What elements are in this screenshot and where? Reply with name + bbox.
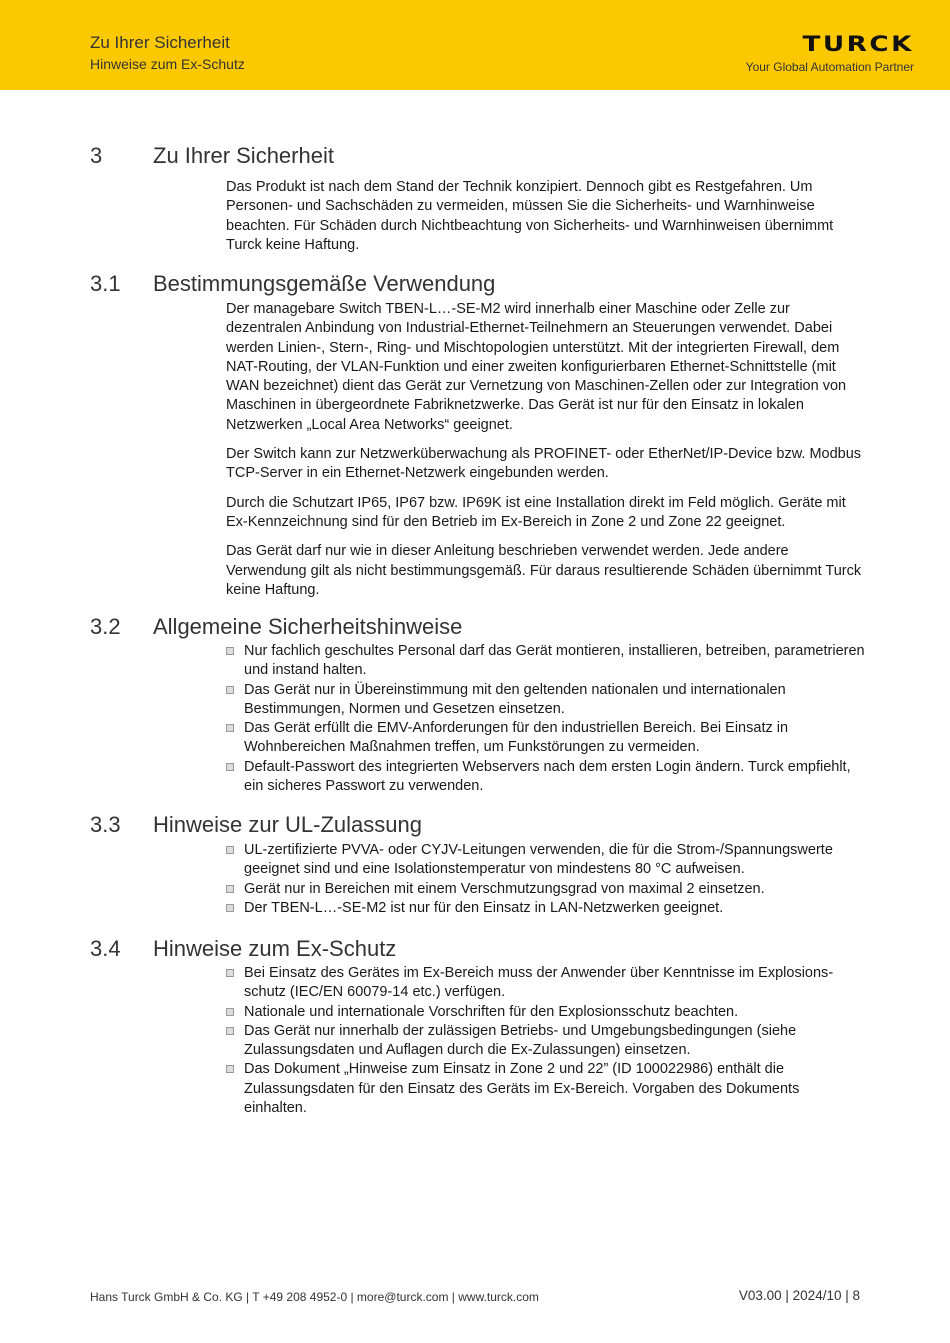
bullet-icon xyxy=(226,969,234,977)
list-item-text: Das Gerät nur innerhalb der zulässigen Betriebs- und Umgebungsbedingungen (siehe Zulassungsdaten und Auflagen durch die Ex-Zulassungen) einsetzen. xyxy=(244,1022,797,1059)
section-title: Hinweise zum Ex-Schutz xyxy=(153,936,397,961)
section-body xyxy=(226,178,866,265)
logo-tagline: Your Global Automation Partner xyxy=(745,60,914,74)
section-number: 3.2 xyxy=(90,614,121,639)
list-item xyxy=(226,964,866,1003)
list-item xyxy=(226,642,866,681)
list-item xyxy=(226,1022,866,1061)
footer-version: V03.00 | 2024/10 | 8 xyxy=(738,1288,860,1303)
bullet-icon xyxy=(226,1065,234,1073)
list-item xyxy=(226,880,866,899)
list-item xyxy=(226,758,866,797)
turck-logo: TURCK xyxy=(802,32,914,56)
header-subtitle: Hinweise zum Ex-Schutz xyxy=(90,56,245,72)
section-title: Hinweise zur UL-Zulassung xyxy=(153,812,422,837)
paragraph: Das Produkt ist nach dem Stand der Technik konzipiert. Dennoch gibt es Restgefahren. Um Personen- und Sachschäden zu vermeiden, müssen Sie die Sicherheits- und Warnhinweise beachten. Für Schäden durch Nichtbeachtung von Sicherheits- und Warnhinweisen übernimmt Turck keine Haftung. xyxy=(226,179,834,253)
list-item xyxy=(226,1060,866,1118)
bullet-icon xyxy=(226,724,234,732)
bullet-icon xyxy=(226,1008,234,1016)
bullet-icon xyxy=(226,763,234,771)
bullet-icon xyxy=(226,1027,234,1035)
section-title: Allgemeine Sicherheitshinweise xyxy=(153,614,463,639)
list-item-text: Default-Passwort des integrierten Webservers nach dem ersten Login ändern. Turck empfiehlt, ein sicheres Passwort zu verwenden. xyxy=(244,758,851,795)
bullet-icon xyxy=(226,686,234,694)
bullet-list xyxy=(226,841,866,918)
list-item-text: Das Dokument „Hinweise zum Einsatz in Zone 2 und 22” (ID 100022986) enthält die Zulassungsdaten für den Einsatz des Geräts im Ex-Bereich. Vorgaben des Dokuments einhalten. xyxy=(244,1061,800,1117)
bullet-icon xyxy=(226,885,234,893)
bullet-list xyxy=(226,964,866,1118)
section-number: 3.3 xyxy=(90,812,121,837)
bullet-icon xyxy=(226,904,234,912)
bullet-list xyxy=(226,642,866,796)
section-number: 3.4 xyxy=(90,936,121,961)
header-title: Zu Ihrer Sicherheit xyxy=(90,33,230,52)
bullet-icon xyxy=(226,647,234,655)
paragraph: Der Switch kann zur Netzwerküberwachung als PROFINET- oder EtherNet/IP-Device bzw. Modbus TCP-Server in ein Ethernet-Netzwerk eingebunden werden. xyxy=(226,446,862,482)
section-body xyxy=(226,964,866,1118)
section-body xyxy=(226,841,866,918)
bullet-icon xyxy=(226,846,234,854)
list-item-text: Bei Einsatz des Gerätes im Ex-Bereich muss der Anwender über Kenntnisse im Explosionsschutz (IEC/EN 60079-14 etc.) verfügen. xyxy=(244,965,834,1001)
section-number: 3 xyxy=(90,143,103,168)
list-item xyxy=(226,719,866,758)
list-item-text: Gerät nur in Bereichen mit einem Verschmutzungsgrad von maximal 2 einsetzen. xyxy=(244,880,765,897)
list-item-text: Nationale und internationale Vorschriften für den Explosionsschutz beachten. xyxy=(244,1003,739,1020)
list-item xyxy=(226,1003,866,1022)
section-title: Bestimmungsgemäße Verwendung xyxy=(153,271,496,296)
page-header xyxy=(0,0,950,90)
paragraph: Durch die Schutzart IP65, IP67 bzw. IP69K ist eine Installation direkt im Feld möglich. Geräte mit Ex-Kennzeichnung sind für den Betrieb im Ex-Bereich in Zone 2 und Zone 22 geeignet. xyxy=(226,494,846,530)
paragraph: Der managebare Switch TBEN-L…-SE-M2 wird innerhalb einer Maschine oder Zelle zur dezentralen Anbindung von Industrial-Ethernet-Teilnehmern an Steuerungen verwendet. Dabei werden Linien-, Stern-, Ring- und Mischtopologien unterstützt. Mit der integrierten Firewall, dem NAT-Routing, der VLAN-Funktion und einer zweiten konfigurierbaren Ethernet-Schnittstelle (mit WAN bezeichnet) dient das Gerät zur Vernetzung von Maschinen-Zellen oder zur Integration von Maschinen in übergeordnete Fabriknetzwerke. Das Gerät ist nur für den Einsatz in lokalen Netzwerken „Local Area Networks“ geeignet. xyxy=(226,301,847,433)
footer-contact: Hans Turck GmbH & Co. KG | T +49 208 4952-0 | more@turck.com | www.turck.com xyxy=(90,1290,539,1304)
list-item xyxy=(226,841,866,880)
list-item-text: Nur fachlich geschultes Personal darf das Gerät montieren, installieren, betreiben, parametrieren und instand halten. xyxy=(244,643,865,679)
list-item-text: Der TBEN-L…-SE-M2 ist nur für den Einsatz in LAN-Netzwerken geeignet. xyxy=(244,899,724,916)
section-number: 3.1 xyxy=(90,271,121,296)
list-item xyxy=(226,899,866,918)
section-body xyxy=(226,300,866,610)
section-body xyxy=(226,642,866,796)
section-title: Zu Ihrer Sicherheit xyxy=(153,143,334,168)
list-item-text: Das Gerät erfüllt die EMV-Anforderungen für den industriellen Bereich. Bei Einsatz in Wohnbereichen Maßnahmen treffen, um Funkstörungen zu vermeiden. xyxy=(244,720,789,756)
list-item xyxy=(226,681,866,720)
paragraph: Das Gerät darf nur wie in dieser Anleitung beschrieben verwendet werden. Jede andere Verwendung gilt als nicht bestimmungsgemäß. Für daraus resultierende Schäden übernimmt Turck keine Haftung. xyxy=(226,543,862,598)
list-item-text: UL-zertifizierte PVVA- oder CYJV-Leitungen verwenden, die für die Strom-/Spannungswerte geeignet sind und eine Isolationstemperatur von mindestens 80 °C aufweisen. xyxy=(244,842,833,878)
list-item-text: Das Gerät nur in Übereinstimmung mit den geltenden nationalen und internationalen Bestimmungen, Normen und Gesetzen einsetzen. xyxy=(244,681,786,717)
